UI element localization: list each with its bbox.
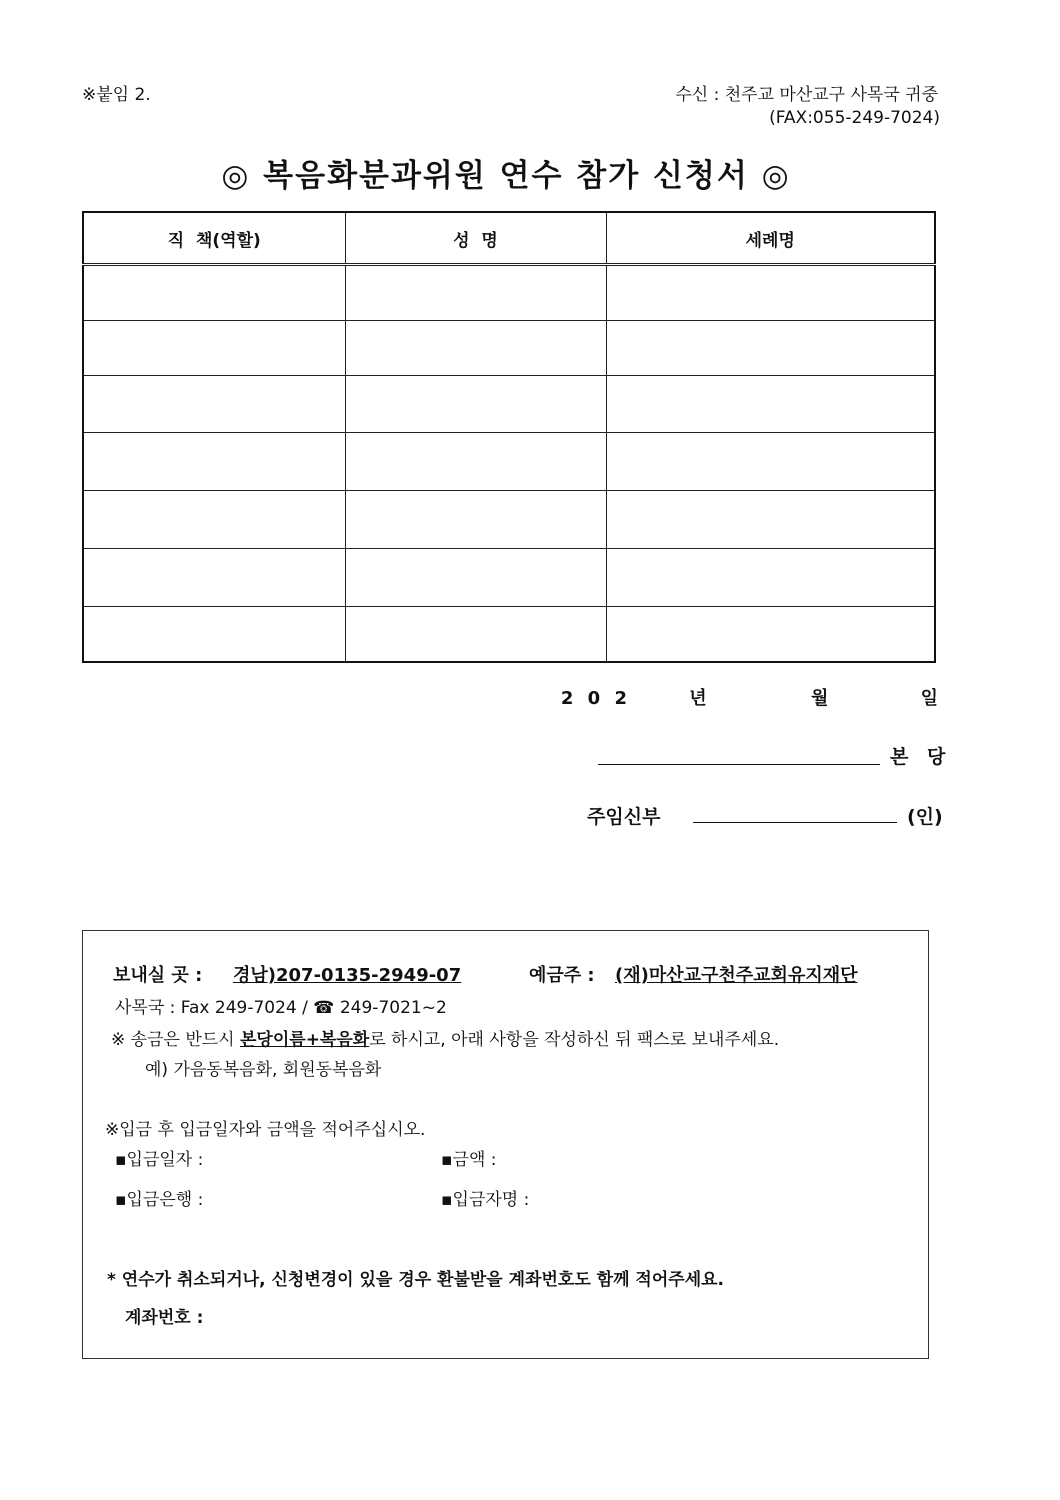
position-cell[interactable] bbox=[83, 549, 345, 607]
depositor-field[interactable]: ▪입금자명 : bbox=[441, 1190, 530, 1210]
name-cell[interactable] bbox=[345, 433, 606, 491]
seal-mark: (인) bbox=[907, 806, 943, 828]
name-cell[interactable] bbox=[345, 376, 606, 433]
send-to-label: 보내실 곳 : bbox=[113, 965, 203, 986]
table-row bbox=[83, 491, 935, 549]
note-suffix: 로 하시고, 아래 사항을 작성하신 뒤 팩스로 보내주세요. bbox=[369, 1030, 780, 1050]
parish-signature-line[interactable] bbox=[598, 764, 880, 765]
deposit-instruction: ※입금 후 입금일자와 금액을 적어주십시오. bbox=[105, 1120, 426, 1140]
position-cell[interactable] bbox=[83, 491, 345, 549]
table-row bbox=[83, 607, 935, 663]
table-row bbox=[83, 321, 935, 376]
header-baptismal-name: 세례명 bbox=[606, 212, 935, 265]
deposit-date-field[interactable]: ▪입금일자 : bbox=[115, 1150, 204, 1170]
baptismal-name-cell[interactable] bbox=[606, 321, 935, 376]
table-row bbox=[83, 549, 935, 607]
name-cell[interactable] bbox=[345, 607, 606, 663]
name-cell[interactable] bbox=[345, 321, 606, 376]
amount-field[interactable]: ▪금액 : bbox=[441, 1150, 497, 1170]
year-digits: 2 0 2 bbox=[560, 688, 631, 709]
account-number-info: 경남)207-0135-2949-07 bbox=[233, 965, 462, 986]
holder-label: 예금주 : bbox=[529, 965, 595, 986]
remittance-example: 예) 가음동복음화, 회원동복음화 bbox=[145, 1060, 382, 1080]
priest-signature-line[interactable] bbox=[693, 822, 897, 823]
refund-note: * 연수가 취소되거나, 신청변경이 있을 경우 환불받을 계좌번호도 함께 적어주세요. bbox=[107, 1270, 724, 1290]
position-cell[interactable] bbox=[83, 433, 345, 491]
day-unit: 일 bbox=[920, 688, 938, 709]
baptismal-name-cell[interactable] bbox=[606, 376, 935, 433]
header-position: 직 책(역할) bbox=[83, 212, 345, 265]
recipient: 수신 : 천주교 마산교구 사목국 귀중 bbox=[675, 85, 938, 105]
table-row bbox=[83, 376, 935, 433]
baptismal-name-cell[interactable] bbox=[606, 549, 935, 607]
table-row bbox=[83, 433, 935, 491]
table-row bbox=[83, 265, 935, 321]
month-unit: 월 bbox=[810, 688, 829, 709]
office-contact: 사목국 : Fax 249-7024 / ☎ 249-7021~2 bbox=[115, 998, 447, 1018]
bank-field[interactable]: ▪입금은행 : bbox=[115, 1190, 204, 1210]
position-cell[interactable] bbox=[83, 265, 345, 321]
account-holder: (재)마산교구천주교회유지재단 bbox=[615, 965, 858, 986]
table-header-row bbox=[83, 212, 935, 265]
position-cell[interactable] bbox=[83, 376, 345, 433]
payment-info-box bbox=[82, 930, 929, 1359]
remittance-note bbox=[111, 1025, 779, 1050]
baptismal-name-cell[interactable] bbox=[606, 491, 935, 549]
participant-table bbox=[82, 211, 936, 663]
name-cell[interactable] bbox=[345, 491, 606, 549]
date-line bbox=[561, 684, 938, 710]
fax-number: (FAX:055-249-7024) bbox=[769, 108, 940, 128]
priest-label: 주임신부 bbox=[587, 806, 661, 828]
refund-account-field[interactable]: 계좌번호 : bbox=[125, 1308, 204, 1328]
name-cell[interactable] bbox=[345, 549, 606, 607]
position-cell[interactable] bbox=[83, 321, 345, 376]
position-cell[interactable] bbox=[83, 607, 345, 663]
parish-label: 본 당 bbox=[890, 746, 952, 768]
baptismal-name-cell[interactable] bbox=[606, 265, 935, 321]
baptismal-name-cell[interactable] bbox=[606, 607, 935, 663]
name-cell[interactable] bbox=[345, 265, 606, 321]
year-unit: 년 bbox=[689, 688, 707, 709]
note-prefix: ※ 송금은 반드시 bbox=[111, 1030, 235, 1050]
header-name: 성 명 bbox=[345, 212, 606, 265]
note-bold: 본당이름+복음화 bbox=[240, 1030, 370, 1050]
baptismal-name-cell[interactable] bbox=[606, 433, 935, 491]
page-title: ◎ 복음화분과위원 연수 참가 신청서 ◎ bbox=[221, 158, 791, 194]
attachment-label: ※붙임 2. bbox=[82, 85, 151, 105]
